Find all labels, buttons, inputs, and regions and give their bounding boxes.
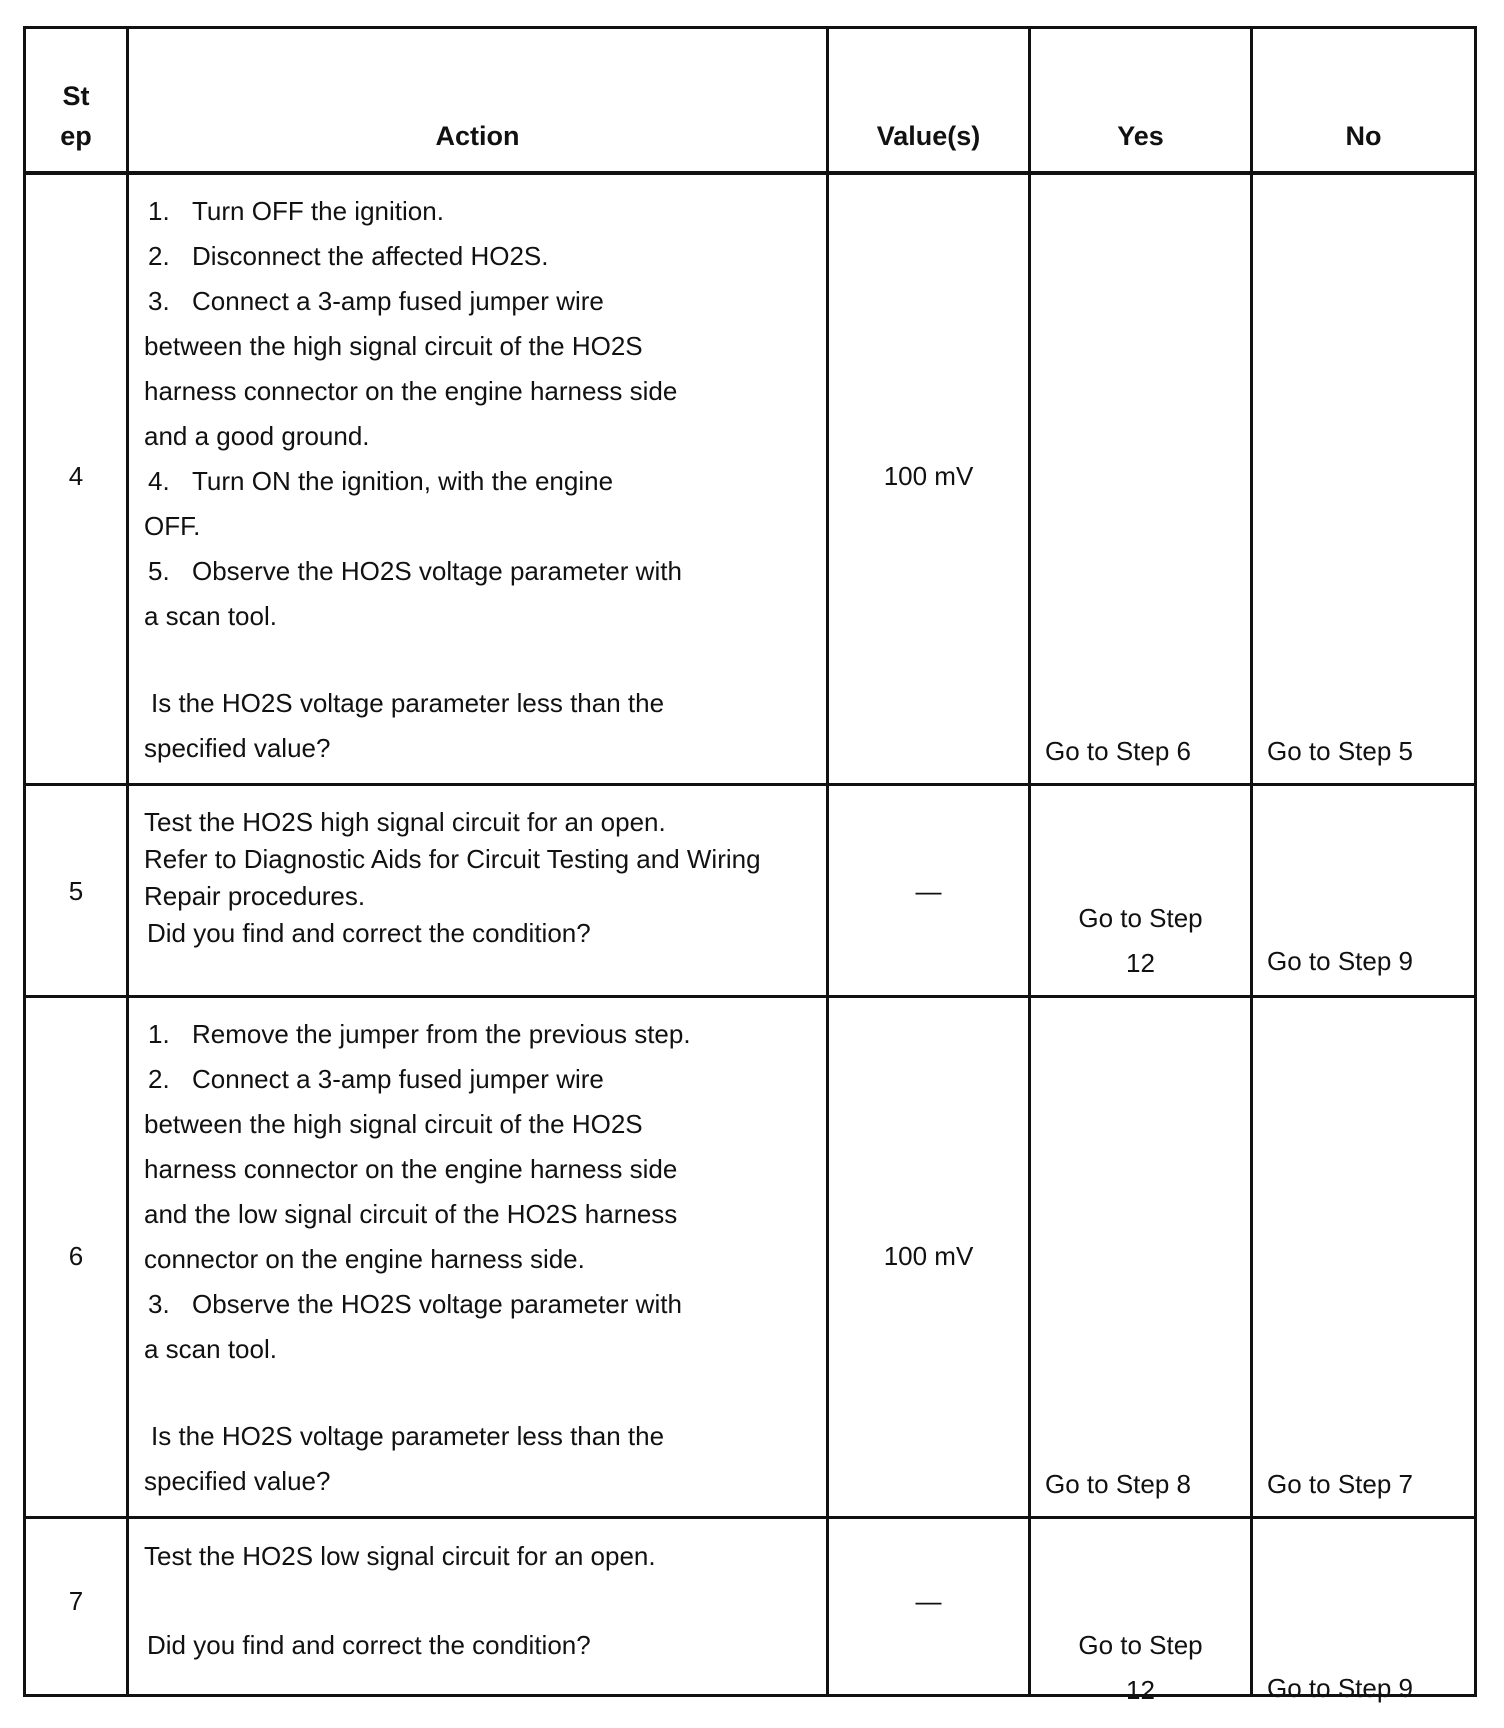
action-steps — [144, 189, 824, 639]
table-border-top — [23, 26, 1477, 29]
yes-cell: Go to Step 6 — [1045, 736, 1191, 766]
action-question: Is the HO2S voltage parameter less than the — [151, 1421, 665, 1451]
list-item: 4. Turn ON the ignition, with the engine OFF. — [144, 466, 614, 541]
step-number: 7 — [68, 1586, 84, 1616]
action-steps — [144, 1012, 824, 1372]
no-cell: Go to Step 9 — [1267, 1673, 1413, 1703]
row-divider — [23, 995, 1477, 998]
no-cell: Go to Step 5 — [1267, 736, 1413, 766]
value-cell: 100 mV — [883, 461, 974, 491]
no-cell: Go to Step 7 — [1267, 1469, 1413, 1499]
list-item: 5. Observe the HO2S voltage parameter with a scan tool. — [144, 556, 682, 631]
list-item: 2. Disconnect the affected HO2S. — [148, 241, 549, 271]
step-number: 4 — [68, 461, 84, 491]
table-border-left — [23, 26, 26, 1697]
list-item: 1. Remove the jumper from the previous step. — [148, 1019, 691, 1049]
header-step: St ep — [60, 81, 92, 151]
table-border-bottom — [23, 1694, 1477, 1697]
action-question: Is the HO2S voltage parameter less than the — [151, 688, 665, 718]
step-number: 5 — [68, 876, 84, 906]
action-text — [144, 189, 824, 771]
value-cell: 100 mV — [883, 1241, 974, 1271]
yes-cell: Go to Step 8 — [1045, 1469, 1191, 1499]
action-question: Did you find and correct the condition? — [147, 1630, 591, 1660]
column-divider — [126, 26, 129, 1697]
action-text: Test the HO2S high signal circuit for an open. Refer to Diagnostic Aids for Circuit Testing and Wiring Repair procedures. Did you find and correct the condition? — [144, 804, 824, 952]
header-values: Value(s) — [876, 121, 981, 151]
value-cell: — — [915, 876, 942, 906]
yes-cell: Go to Step 12 — [1078, 1630, 1203, 1705]
value-cell: — — [915, 1586, 942, 1616]
header-action: Action — [435, 121, 520, 151]
yes-cell: Go to Step 12 — [1078, 903, 1203, 978]
column-divider — [826, 26, 829, 1697]
no-cell: Go to Step 9 — [1267, 946, 1413, 976]
action-text: Test the HO2S low signal circuit for an open. — [144, 1541, 656, 1571]
list-item: 1. Turn OFF the ignition. — [148, 196, 444, 226]
header-yes: Yes — [1117, 121, 1164, 151]
column-divider — [1250, 26, 1253, 1697]
header-no: No — [1345, 121, 1382, 151]
header-divider — [23, 171, 1477, 175]
column-divider — [1028, 26, 1031, 1697]
action-question: Did you find and correct the condition? — [147, 918, 591, 948]
diagnostic-table — [23, 26, 1477, 1705]
list-item: 3. Connect a 3-amp fused jumper wire between the high signal circuit of the HO2S harness connector on the engine harness side and a good ground. — [144, 286, 678, 451]
action-question: specified value? — [144, 733, 331, 763]
list-item: 2. Connect a 3-amp fused jumper wire between the high signal circuit of the HO2S harness connector on the engine harness side and the low signal circuit of the HO2S harness connector on the engine harness side. — [144, 1064, 678, 1274]
list-item: 3. Observe the HO2S voltage parameter with a scan tool. — [144, 1289, 682, 1364]
table-border-right — [1474, 26, 1477, 1697]
row-divider — [23, 1516, 1477, 1519]
step-number: 6 — [68, 1241, 84, 1271]
row-divider — [23, 783, 1477, 786]
action-question: specified value? — [144, 1466, 331, 1496]
action-text — [144, 1012, 824, 1504]
